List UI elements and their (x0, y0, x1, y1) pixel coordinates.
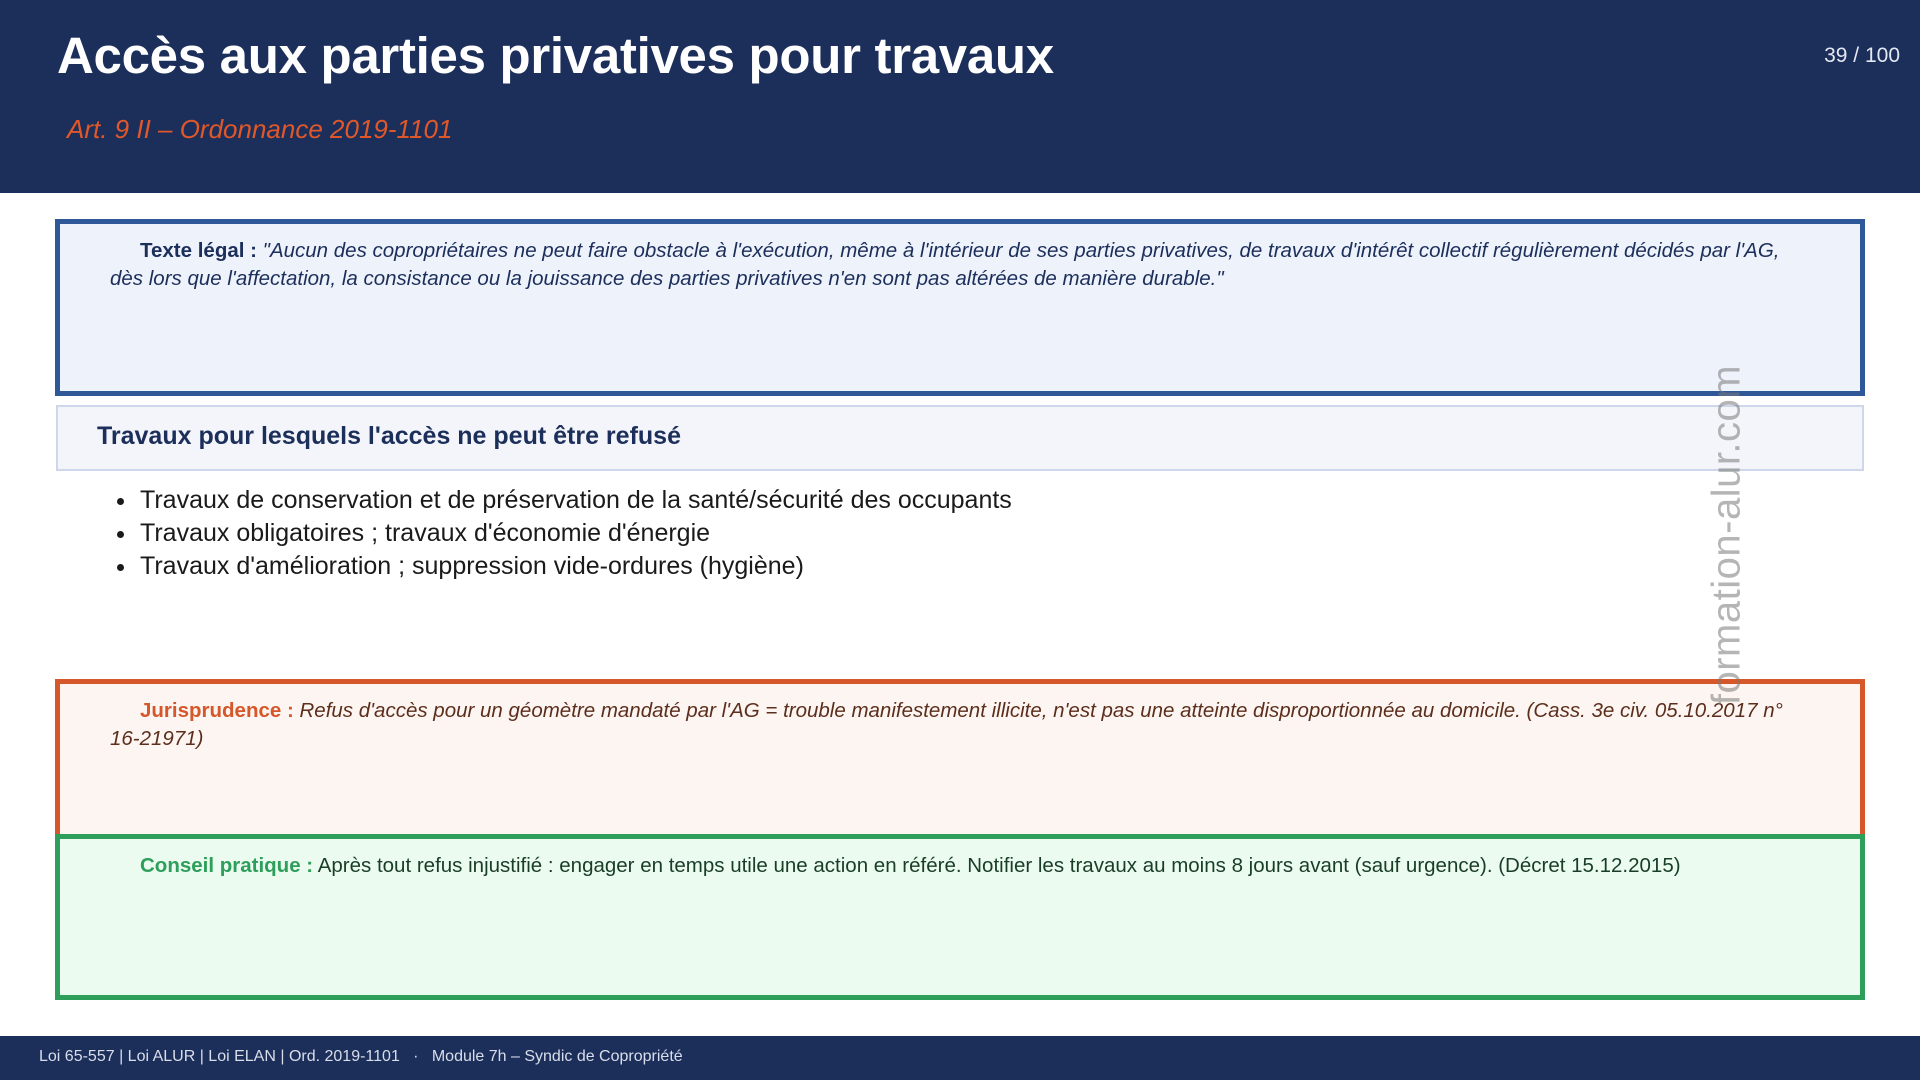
list-item-text: Travaux d'amélioration ; suppression vide-ordures (hygiène) (140, 552, 804, 580)
list-item (112, 517, 1012, 550)
practical-advice-box (55, 834, 1865, 1000)
footer-text: Loi 65-557 | Loi ALUR | Loi ELAN | Ord. 2019-1101 · Module 7h – Syndic de Copropriété (39, 1048, 683, 1065)
practical-advice-text (60, 839, 1860, 880)
list-item-text: Travaux obligatoires ; travaux d'économie d'énergie (140, 519, 711, 547)
page-subtitle: Art. 9 II – Ordonnance 2019-1101 (67, 114, 453, 144)
bullet-icon (117, 531, 124, 538)
jurisprudence-box (55, 679, 1865, 839)
legal-label: Texte légal : (140, 239, 257, 262)
slide-footer (0, 1036, 1920, 1080)
page-number: 39 / 100 (1824, 44, 1900, 67)
list-item (112, 484, 1012, 517)
slide-header (0, 0, 1920, 193)
page-title: Accès aux parties privatives pour travaux (57, 27, 1054, 84)
jurisprudence-label: Jurisprudence : (140, 699, 294, 722)
bullet-icon (117, 498, 124, 505)
section-title: Travaux pour lesquels l'accès ne peut être refusé (97, 422, 681, 450)
section-heading-box (56, 405, 1864, 471)
works-list (112, 484, 1012, 583)
practical-advice-body: Après tout refus injustifié : engager en temps utile une action en référé. Notifier les travaux au moins 8 jours avant (sauf urgence). (Décret 15.12.2015) (313, 854, 1681, 877)
watermark: formation-alur.com (1704, 364, 1749, 706)
legal-quote: "Aucun des copropriétaires ne peut faire obstacle à l'exécution, même à l'intérieur de ses parties privatives, de travaux d'intérêt collectif régulièrement décidés par l'AG, dès lors que l'affectation, la consistance ou la jouissance des parties privatives n'en sont pas altérées de manière durable." (110, 239, 1780, 290)
bullet-icon (117, 564, 124, 571)
jurisprudence-body: Refus d'accès pour un géomètre mandaté par l'AG = trouble manifestement illicite, n'est pas une atteinte disproportionnée au domicile. (Cass. 3e civ. 05.10.2017 n° 16-21971) (110, 699, 1783, 750)
practical-advice-label: Conseil pratique : (140, 854, 314, 877)
jurisprudence-text (60, 684, 1860, 753)
list-item-text: Travaux de conservation et de préservation de la santé/sécurité des occupants (140, 486, 1012, 514)
list-item (112, 550, 1012, 583)
legal-text (60, 224, 1860, 293)
legal-text-box (55, 219, 1865, 396)
